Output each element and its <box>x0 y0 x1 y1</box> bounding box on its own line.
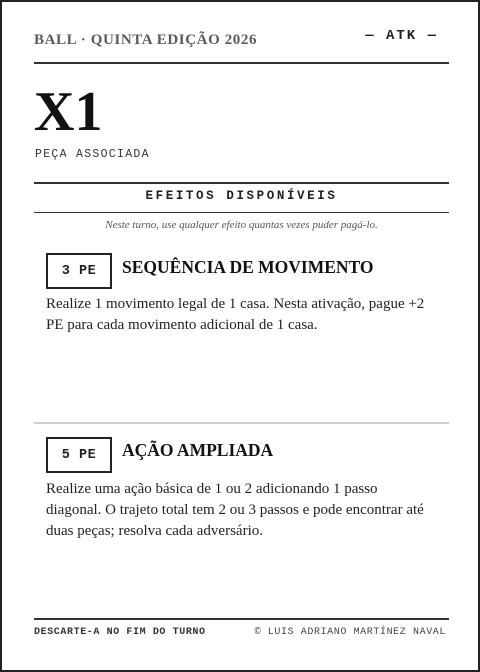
effects-divider-bottom <box>34 212 449 213</box>
piece-code: X1 <box>34 81 103 143</box>
effect-title: AÇÃO AMPLIADA <box>122 440 274 460</box>
header-divider <box>34 62 449 64</box>
card-header-title: BALL · QUINTA EDIÇÃO 2026 <box>34 32 258 48</box>
effect-title: SEQUÊNCIA DE MOVIMENTO <box>122 257 374 277</box>
discard-instruction: DESCARTE-A NO FIM DO TURNO <box>34 627 206 638</box>
effect-cost-badge: 3 PE <box>46 253 112 289</box>
card-type-tag: — ATK — <box>365 28 438 44</box>
effect-description: Realize 1 movimento legal de 1 casa. Nesta ativação, pague +2 PE para cada movimento adicional de 1 casa. <box>46 296 425 333</box>
effects-heading: EFEITOS DISPONÍVEIS <box>145 189 338 203</box>
effect-separator <box>34 422 449 424</box>
effects-note: Neste turno, use qualquer efeito quantas vezes puder pagá-lo. <box>105 219 378 231</box>
effects-divider-top <box>34 182 449 184</box>
copyright-credit: © LUIS ADRIANO MARTÍNEZ NAVAL <box>254 627 446 638</box>
effect-cost-badge: 5 PE <box>46 437 112 473</box>
piece-label: PEÇA ASSOCIADA <box>35 148 150 161</box>
effect-description: Realize uma ação básica de 1 ou 2 adicionando 1 passo diagonal. O trajeto total tem 2 ou 3 passos e pode encontrar até duas peças; resolva cada adversário. <box>46 481 424 539</box>
footer-divider <box>34 618 449 620</box>
